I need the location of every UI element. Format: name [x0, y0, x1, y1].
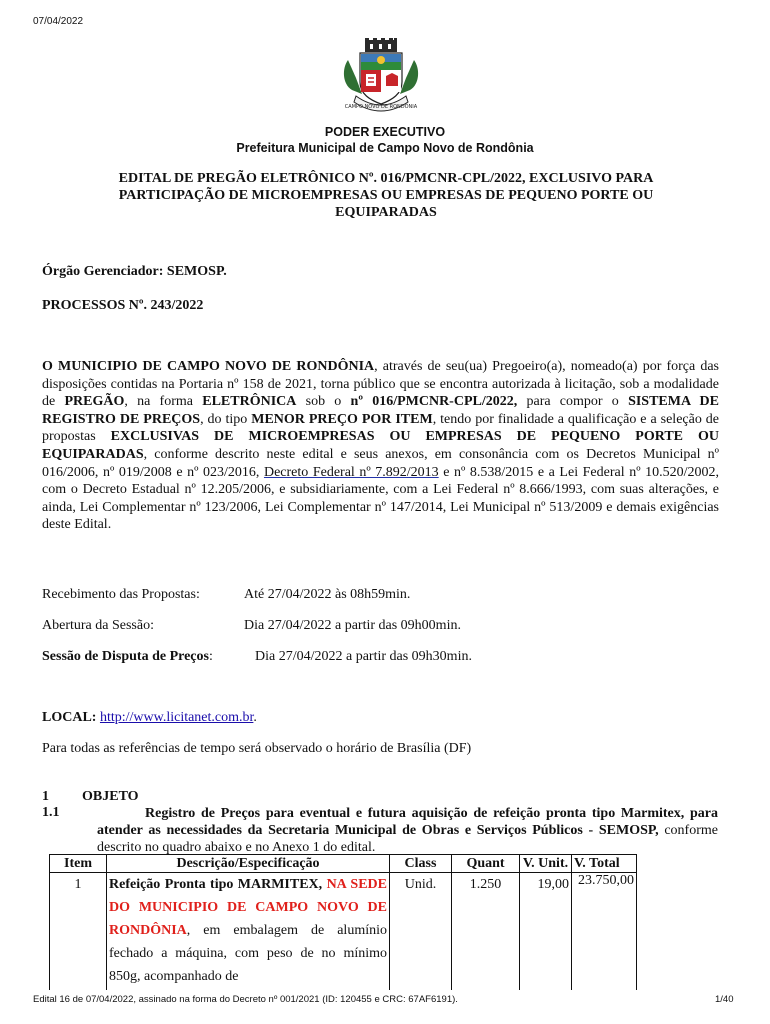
- items-table: [49, 854, 637, 993]
- municipal-crest-logo: [338, 38, 424, 120]
- subsection-text: Registro de Preços para eventual e futura aquisição de refeição pronta tipo Marmitex, para atender as necessidades da Secretaria Municipal de Obras e Serviços Públicos - SEMOSP, conforme descrito no quadro abaixo e no Anexo 1 do edital.: [97, 806, 718, 855]
- session-opening-label: Abertura da Sessão:: [42, 618, 154, 633]
- edital-title: EDITAL DE PREGÃO ELETRÔNICO Nº. 016/PMCNR-CPL/2022, EXCLUSIVO PARA PARTICIPAÇÃO DE MICROEMPRESAS OU EMPRESAS DE PEQUENO PORTE OU EQUIPARADAS: [118, 171, 654, 220]
- page-number: 1/40: [715, 994, 734, 1005]
- cell-class: Unid.: [390, 873, 452, 993]
- svg-text:CAMPO NOVO DE RONDÔNIA: CAMPO NOVO DE RONDÔNIA: [344, 104, 418, 110]
- col-header-description: Descrição/Especificação: [107, 855, 390, 873]
- licitanet-link[interactable]: http://www.licitanet.com.br: [99, 710, 254, 725]
- session-opening-value: Dia 27/04/2022 a partir das 09h00min.: [244, 618, 461, 633]
- col-header-unit-value: V. Unit.: [520, 855, 572, 873]
- section-number: 1: [42, 789, 49, 804]
- col-header-class: Class: [390, 855, 452, 873]
- cell-total-value: 23.750,00: [572, 873, 637, 993]
- intro-paragraph: O MUNICIPIO DE CAMPO NOVO DE RONDÔNIA, através de seu(ua) Pregoeiro(a), nomeado(a) por força das disposições contidas na Portaria nº 158 de 2021, torna público que se encontra autorizada à licitação, sob a modalidade de PREGÃO, na forma ELETRÔNICA sob o nº 016/PMCNR-CPL/2022, para compor o SISTEMA DE REGISTRO DE PREÇOS, do tipo MENOR PREÇO POR ITEM, tendo por finalidade a qualificação e a seleção de propostas EXCLUSIVAS DE MICROEMPRESAS OU EMPRESAS DE PEQUENO PORTE OU EQUIPARADAS, conforme descrito neste edital e seus anexos, em consonância com os Decretos Municipal nº 016/2006, nº 019/2008 e nº 023/2016, Decreto Federal nº 7.892/2013 e nº 8.538/2015 e a Lei Federal nº 10.520/2002, com o Decreto Estadual nº 12.205/2006, e subsidiariamente, com a Lei Federal nº 8.666/1993, com suas alterações, e ainda, Lei Complementar nº 123/2006, Lei Complementar nº 147/2014, Lei Municipal nº 513/2009 e demais exigências deste Edital.: [42, 359, 720, 533]
- footer-signature-note: Edital 16 de 07/04/2022, assinado na forma do Decreto nº 001/2021 (ID: 120455 e CRC: 67AF6191).: [33, 994, 458, 1005]
- col-header-total-value: V. Total: [572, 855, 637, 873]
- local-line: LOCAL: http://www.licitanet.com.br.: [42, 710, 257, 725]
- proposals-receipt-value: Até 27/04/2022 às 08h59min.: [244, 587, 411, 602]
- timezone-note: Para todas as referências de tempo será observado o horário de Brasília (DF): [42, 741, 472, 756]
- table-header-row: [50, 855, 637, 873]
- print-date: 07/04/2022: [33, 16, 84, 27]
- price-dispute-value: Dia 27/04/2022 a partir das 09h30min.: [255, 649, 472, 664]
- section-title: OBJETO: [82, 789, 139, 804]
- cell-description: Refeição Pronta tipo MARMITEX, NA SEDE DO MUNICIPIO DE CAMPO NOVO DE RONDÔNIA, em embalagem de alumínio fechado a máquina, com peso de no mínimo 850g, acompanhado de: [107, 873, 390, 993]
- col-header-quant: Quant: [452, 855, 520, 873]
- header-municipality-label: Prefeitura Municipal de Campo Novo de Rondônia: [236, 141, 534, 155]
- cell-unit-value: 19,00: [520, 873, 572, 993]
- price-dispute-label: Sessão de Disputa de Preços:: [42, 649, 213, 664]
- header-power-label: PODER EXECUTIVO: [324, 125, 446, 139]
- col-header-item: Item: [50, 855, 107, 873]
- proposals-receipt-label: Recebimento das Propostas:: [42, 587, 200, 602]
- orgao-gerenciador: Órgão Gerenciador: SEMOSP.: [42, 264, 227, 279]
- process-number: PROCESSOS Nº. 243/2022: [42, 298, 204, 313]
- cell-item: 1: [50, 873, 107, 993]
- cell-quant: 1.250: [452, 873, 520, 993]
- table-row: [50, 873, 637, 993]
- subsection-number: 1.1: [42, 805, 60, 820]
